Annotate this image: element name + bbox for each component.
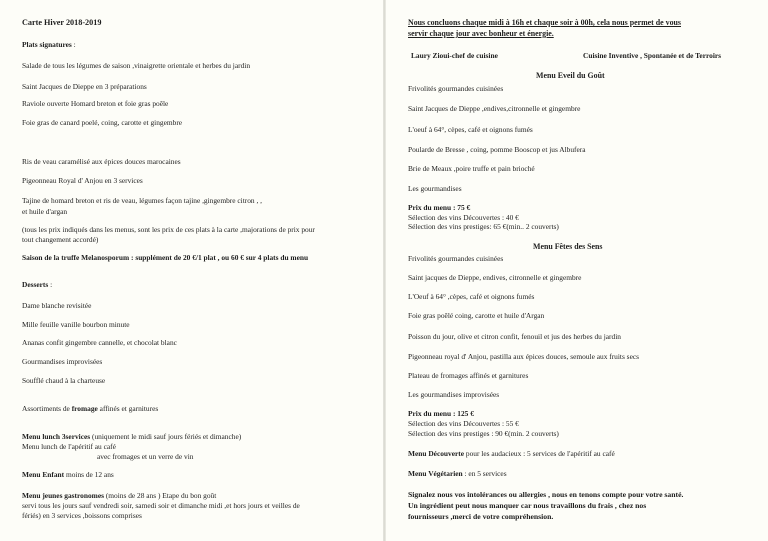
jeunes-menu-line-2: servi tous les jours sauf vendredi soir, samedi soir et dimanche midi ,et hors jours et veilles de xyxy=(22,501,300,510)
enfant-menu-desc: moins de 12 ans xyxy=(64,470,114,479)
intro-line-1: Nous concluons chaque midi à 16h et chaque soir à 00h, cela nous permet de vous xyxy=(408,18,681,27)
signatures-heading xyxy=(22,40,76,49)
enfant-menu xyxy=(22,470,114,479)
lunch-menu-line-2: Menu lunch de l'apéritif au café xyxy=(22,442,116,451)
signature-item: Raviole ouverte Homard breton et foie gras poêle xyxy=(22,99,169,108)
signature-item: Pigeonneau Royal d' Anjou en 3 services xyxy=(22,176,143,185)
eveil-item: Poularde de Bresse , coing, pomme Booscop et jus Albufera xyxy=(408,145,586,154)
price-note-line-1: (tous les prix indiqués dans les menus, sont les prix de ces plats à la carte ,majorations de prix pour xyxy=(22,225,315,234)
vegetarien-menu-title: Menu Végétarien xyxy=(408,469,463,478)
signatures-heading-colon: : xyxy=(71,40,76,49)
fetes-item: L'Oeuf à 64° ,cèpes, café et oignons fumés xyxy=(408,292,535,301)
allergy-line-2: Un ingrédient peut nous manquer car nous travaillons du frais , chez nos xyxy=(408,501,647,510)
fetes-item: Pigeonneau royal d' Anjou, pastilla aux épices douces, semoule aux fruits secs xyxy=(408,352,640,361)
signatures-heading-text: Plats signatures xyxy=(22,40,72,49)
chef-name: Laury Zioui-chef de cuisine xyxy=(411,51,498,60)
eveil-item: Les gourmandises xyxy=(408,184,462,193)
cuisine-style: Cuisine Inventive , Spontanée et de Terroirs xyxy=(583,51,722,60)
eveil-item: Brie de Meaux ,poire truffe et pain brioché xyxy=(408,164,535,173)
dessert-item: Ananas confit gingembre cannelle, et chocolat blanc xyxy=(22,338,177,347)
fromage-line xyxy=(22,404,158,413)
eveil-wine-decouvertes: Sélection des vins Découvertes : 40 € xyxy=(408,213,519,222)
signature-item: Saint Jacques de Dieppe en 3 préparations xyxy=(22,82,147,91)
fetes-wine-decouvertes: Sélection des vins Découvertes : 55 € xyxy=(408,419,519,428)
fetes-price: Prix du menu : 125 € xyxy=(408,409,474,418)
right-page xyxy=(386,0,768,541)
eveil-item: Saint Jacques de Dieppe ,endives,citronnelle et gingembre xyxy=(408,104,581,113)
eveil-item: Frivolités gourmandes cuisinées xyxy=(408,84,504,93)
desserts-heading-colon: : xyxy=(48,280,53,289)
decouverte-menu-title: Menu Découverte xyxy=(408,449,465,458)
dessert-item: Soufflé chaud à la charteuse xyxy=(22,376,106,385)
dessert-item: Dame blanche revisitée xyxy=(22,301,92,310)
price-note-line-2: tout changement accordé) xyxy=(22,235,99,244)
signature-item: Salade de tous les légumes de saison ,vinaigrette orientale et herbes du jardin xyxy=(22,61,251,70)
fromage-bold: fromage xyxy=(71,404,98,413)
signature-item: Foie gras de canard poelé, coing, carotte et gingembre xyxy=(22,118,183,127)
enfant-menu-title: Menu Enfant xyxy=(22,470,65,479)
signature-item: Ris de veau caramélisé aux épices douces marocaines xyxy=(22,157,181,166)
dessert-item: Gourmandises improvisées xyxy=(22,357,103,366)
fetes-item: Plateau de fromages affinés et garnitures xyxy=(408,371,529,380)
jeunes-menu-title: Menu jeunes gastronomes xyxy=(22,491,104,500)
jeunes-menu-line-3: fériés) en 3 services ,boissons comprises xyxy=(22,511,142,520)
fromage-prefix: Assortiments de xyxy=(22,404,72,413)
fetes-menu-title: Menu Fêtes des Sens xyxy=(533,242,603,251)
allergy-line-1: Signalez nous vos intolérances ou allergies , nous en tenons compte pour votre santé. xyxy=(408,490,684,499)
eveil-wine-prestiges: Sélection des vins prestiges: 65 €(min.. 2 couverts) xyxy=(408,222,559,231)
eveil-price: Prix du menu : 75 € xyxy=(408,203,471,212)
signature-item: Tajine de homard breton et ris de veau, légumes façon tajine ,gingembre citron , , xyxy=(22,196,263,205)
lunch-menu-title: Menu lunch 3services xyxy=(22,432,91,441)
eveil-menu-title: Menu Eveil du Goût xyxy=(536,71,605,80)
fetes-item: Saint jacques de Dieppe, endives, citronnelle et gingembre xyxy=(408,273,582,282)
intro-line-2: servir chaque jour avec bonheur et énergie. xyxy=(408,29,554,38)
fetes-item: Poisson du jour, olive et citron confit, fenouil et jus des herbes du jardin xyxy=(408,332,621,341)
desserts-heading xyxy=(22,280,52,289)
fetes-wine-prestiges: Sélection des vins prestiges : 90 €(min. 2 couverts) xyxy=(408,429,559,438)
fetes-item: Frivolités gourmandes cuisinées xyxy=(408,254,504,263)
allergy-line-3: fournisseurs ,merci de votre compréhension. xyxy=(408,512,554,521)
jeunes-menu-desc: (moins de 28 ans ) Etape du bon goût xyxy=(103,491,217,500)
vegetarien-menu-desc: : en 5 services xyxy=(462,469,507,478)
decouverte-menu xyxy=(408,449,615,458)
fetes-item: Foie gras poêlé coing, carotte et huile d'Argan xyxy=(408,311,545,320)
truffle-supplement: Saison de la truffe Melanosporum : supplément de 20 €/1 plat , ou 60 € sur 4 plats du menu xyxy=(22,253,309,262)
lunch-menu xyxy=(22,432,241,441)
decouverte-menu-desc: pour les audacieux : 5 services de l'apéritif au café xyxy=(464,449,615,458)
dessert-item: Mille feuille vanille bourbon minute xyxy=(22,320,130,329)
fetes-item: Les gourmandises improvisées xyxy=(408,390,500,399)
fromage-suffix: affinés et garnitures xyxy=(97,404,159,413)
lunch-menu-desc: (uniquement le midi sauf jours fériés et dimanche) xyxy=(90,432,242,441)
lunch-menu-line-3: avec fromages et un verre de vin xyxy=(97,452,194,461)
eveil-item: L'oeuf à 64°, cèpes, café et oignons fumés xyxy=(408,125,533,134)
jeunes-menu xyxy=(22,491,216,500)
desserts-heading-text: Desserts xyxy=(22,280,49,289)
vegetarien-menu xyxy=(408,469,507,478)
signature-item: et huile d'argan xyxy=(22,207,68,216)
menu-title: Carte Hiver 2018-2019 xyxy=(22,18,102,27)
